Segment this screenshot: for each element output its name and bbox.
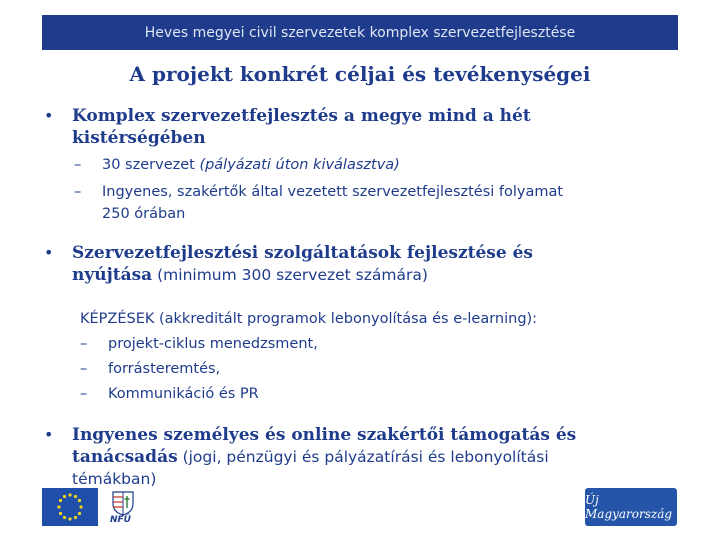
bullet-3-line2-bold: tanácsadás [72, 447, 178, 467]
sub-1-text-a: 30 szervezet [102, 157, 200, 173]
sub-1-text-b: (pályázati úton kiválasztva) [199, 157, 400, 173]
bullet-2-sub-2 [80, 358, 700, 380]
eu-flag-icon [42, 488, 98, 526]
bullet-marker: • [44, 106, 54, 125]
bullet-2-line1: Szervezetfejlesztési szolgáltatások fejlesztése és [72, 243, 533, 263]
dash: – [80, 361, 88, 377]
bullet-2-sub-1 [80, 333, 700, 355]
bullet-2-line2-bold: nyújtása [72, 265, 153, 285]
dash: – [80, 336, 88, 352]
uj-magyarorszag-logo-text: Új Magyarország [585, 493, 673, 521]
bullet-2-text [72, 242, 692, 286]
header-title: Heves megyei civil szervezetek komplex szervezetfejlesztése [144, 24, 576, 41]
sub-2-line1: Ingyenes, szakértők által vezetett szervezetfejlesztési folyamat [102, 184, 564, 200]
dash: – [74, 157, 82, 173]
header-bar [42, 15, 678, 50]
bullet-1-line2: kistérségében [72, 128, 206, 148]
sub-2-line2: 250 órában [102, 206, 186, 222]
nfu-logo-text: NFÜ [110, 515, 131, 525]
bullet-1-text [72, 105, 692, 149]
slide-title: A projekt konkrét céljai és tevékenységei [129, 62, 591, 86]
uj-magyarorszag-logo [585, 488, 677, 526]
sub-text: projekt-ciklus menedzsment, [108, 336, 318, 352]
bullet-3-line2-normal: (jogi, pénzügyi és pályázatírási és lebonyolítási [177, 448, 549, 466]
bullet-3-line3: témákban) [72, 470, 157, 488]
bullet-3-line1: Ingyenes személyes és online szakértői támogatás és [72, 425, 577, 445]
bullet-1-sub-2 [74, 181, 694, 225]
sub-text: forrásteremtés, [108, 361, 221, 377]
sub-text: Kommunikáció és PR [108, 386, 259, 402]
footer [0, 488, 720, 532]
bullet-2-sub-3 [80, 383, 700, 405]
bullet-1-sub-1 [74, 154, 694, 176]
bullet-3-text [72, 424, 692, 490]
bullet-marker: • [44, 425, 54, 444]
dash: – [74, 184, 82, 200]
dash: – [80, 386, 88, 402]
bullet-2-intro: KÉPZÉSEK (akkreditált programok lebonyolítása és e-learning): [80, 311, 538, 327]
bullet-marker: • [44, 243, 54, 262]
bullet-1-line1: Komplex szervezetfejlesztés a megye mind a hét [72, 106, 531, 126]
bullet-2-line2-normal: (minimum 300 szervezet számára) [152, 266, 428, 284]
